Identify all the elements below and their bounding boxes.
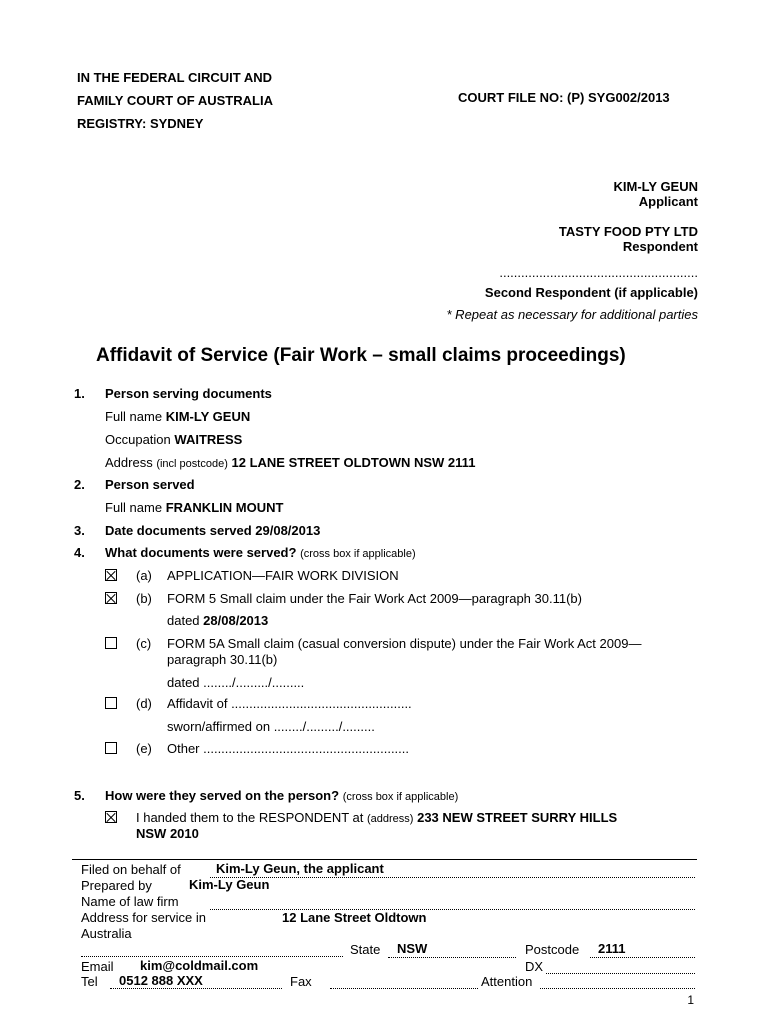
court-name-line1: IN THE FEDERAL CIRCUIT AND (77, 70, 272, 85)
item-c-text: FORM 5A Small claim (casual conversion dispute) under the Fair Work Act 2009— (167, 636, 642, 651)
applicant-role: Applicant (638, 194, 698, 209)
item-e-text: Other ......................................................... (167, 741, 409, 756)
tel-label: Tel (81, 974, 98, 989)
item-letter: (d) (136, 696, 152, 711)
tel-line (110, 988, 282, 989)
service-address-note: (address) (367, 813, 414, 825)
section4-note: (cross box if applicable) (300, 548, 416, 560)
checkbox-d[interactable] (105, 697, 117, 709)
email-label: Email (81, 959, 114, 974)
section5-heading: How were they served on the person? (105, 788, 340, 803)
service-address-line1: 233 NEW STREET SURRY HILLS (417, 810, 618, 825)
law-firm-label: Name of law firm (81, 894, 179, 909)
respondent-role: Respondent (622, 239, 698, 254)
page-number: 1 (687, 993, 694, 1007)
address-label: Address (105, 455, 153, 470)
section3-heading: Date documents served 29/08/2013 (105, 523, 321, 538)
postcode-line (590, 957, 695, 958)
address-value: 12 LANE STREET OLDTOWN NSW 2111 (231, 455, 476, 470)
item-letter: (a) (136, 568, 152, 583)
attention-line (540, 988, 695, 989)
section-number: 5. (74, 788, 85, 803)
state-label: State (350, 942, 381, 957)
address-service-label-2: Australia (81, 926, 132, 941)
state-value: NSW (397, 941, 428, 956)
item-letter: (e) (136, 741, 152, 756)
service-method-text: I handed them to the RESPONDENT at (136, 810, 364, 825)
address-note: (incl postcode) (156, 458, 228, 470)
item-c-dated: dated ......../........./......... (167, 675, 305, 690)
state-line (388, 957, 516, 958)
second-respondent-blank: ....................................................... (499, 265, 698, 280)
second-respondent-label: Second Respondent (if applicable) (484, 285, 698, 300)
email-value: kim@coldmail.com (140, 958, 259, 973)
item-a-text: APPLICATION—FAIR WORK DIVISION (167, 568, 399, 583)
tel-value: 0512 888 XXX (119, 973, 203, 988)
occupation-label: Occupation (105, 432, 171, 447)
prepared-value: Kim-Ly Geun (189, 877, 270, 892)
dated-label: dated (167, 613, 200, 628)
served-full-name-row (105, 500, 283, 515)
server-full-name-row (105, 409, 250, 424)
item-d-text: Affidavit of .................................................. (167, 696, 412, 711)
address-service-label-1: Address for service in (81, 910, 206, 925)
item-letter: (c) (136, 636, 152, 651)
dx-line (546, 973, 695, 974)
checkbox-b[interactable] (105, 592, 117, 604)
attention-label: Attention (481, 974, 533, 989)
postcode-label: Postcode (525, 942, 580, 957)
checkbox-c[interactable] (105, 637, 117, 649)
section4-heading: What documents were served? (105, 545, 297, 560)
occupation-value: WAITRESS (174, 432, 243, 447)
item-c-text-2: paragraph 30.11(b) (167, 652, 278, 667)
address-line (81, 956, 343, 957)
filed-label: Filed on behalf of (81, 862, 181, 877)
section-number: 3. (74, 523, 85, 538)
fax-label: Fax (290, 974, 312, 989)
document-title: Affidavit of Service (Fair Work – small claims proceedings) (96, 345, 626, 366)
item-b-text: FORM 5 Small claim under the Fair Work Act 2009—paragraph 30.11(b) (167, 591, 582, 606)
court-name-line2: FAMILY COURT OF AUSTRALIA (77, 93, 273, 108)
full-name-label: Full name (105, 500, 163, 515)
service-address-line2: NSW 2010 (136, 826, 199, 841)
registry: REGISTRY: SYDNEY (77, 116, 204, 131)
filed-value: Kim-Ly Geun, the applicant (216, 861, 384, 876)
checkbox-handed[interactable] (105, 811, 117, 823)
address-row (105, 455, 475, 470)
address-service-value: 12 Lane Street Oldtown (282, 910, 427, 925)
section-number: 4. (74, 545, 85, 560)
prepared-label: Prepared by (81, 878, 152, 893)
full-name-label: Full name (105, 409, 163, 424)
section-number: 1. (74, 386, 85, 401)
checkbox-e[interactable] (105, 742, 117, 754)
footer-divider (72, 859, 697, 860)
item-b-date: 28/08/2013 (203, 613, 269, 628)
filed-line (210, 877, 695, 878)
checkbox-a[interactable] (105, 569, 117, 581)
occupation-row (105, 432, 242, 447)
item-d-sworn: sworn/affirmed on ......../........./......... (167, 719, 375, 734)
item-b-dated-row (167, 613, 268, 628)
postcode-value: 2111 (598, 941, 626, 956)
item-letter: (b) (136, 591, 152, 606)
served-full-name: FRANKLIN MOUNT (165, 500, 284, 515)
applicant-name: KIM-LY GEUN (613, 179, 698, 194)
server-full-name: KIM-LY GEUN (165, 409, 251, 424)
section5-heading-row (105, 788, 458, 803)
respondent-name: TASTY FOOD PTY LTD (558, 224, 698, 239)
section-number: 2. (74, 477, 85, 492)
section4-heading-row (105, 545, 416, 560)
section2-heading: Person served (105, 477, 195, 492)
dx-label: DX (525, 959, 544, 974)
section5-note: (cross box if applicable) (342, 791, 459, 803)
court-file-number: COURT FILE NO: (P) SYG002/2013 (458, 90, 670, 105)
service-method-row (136, 810, 617, 825)
fax-line (330, 988, 478, 989)
section1-heading: Person serving documents (105, 386, 272, 401)
repeat-note: * Repeat as necessary for additional parties (446, 307, 698, 322)
